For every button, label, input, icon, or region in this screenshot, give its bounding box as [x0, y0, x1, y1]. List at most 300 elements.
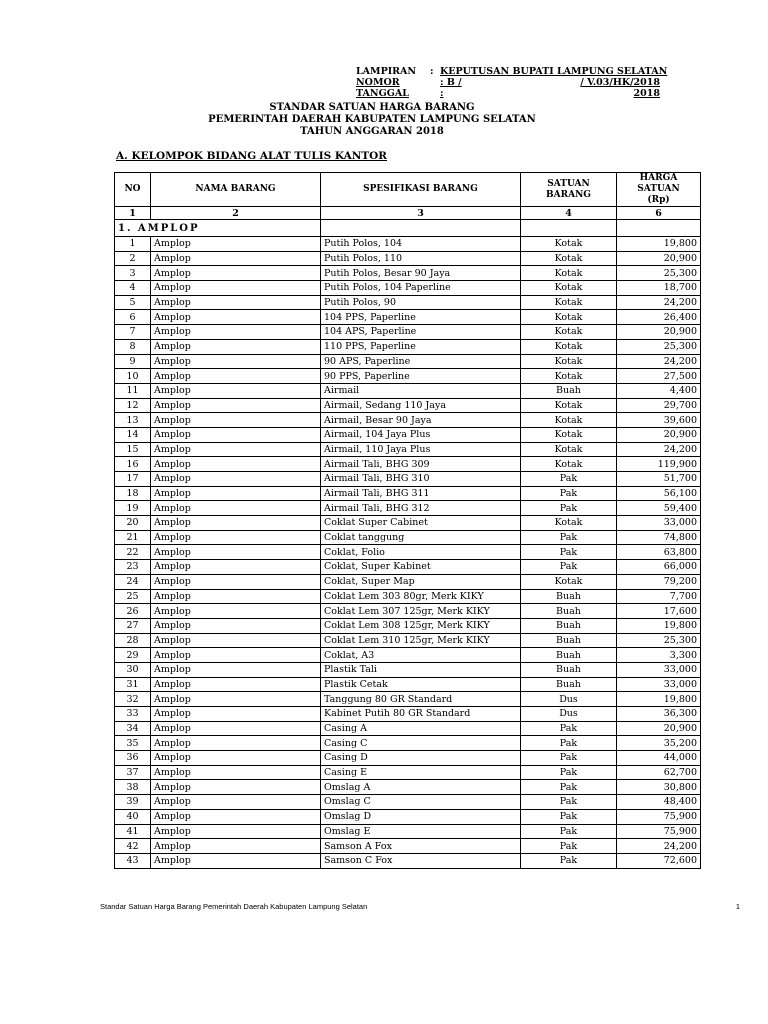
- cell-satuan: Pak: [521, 780, 617, 795]
- nomor-value: / V.03/HK/2018: [580, 77, 660, 88]
- cell-nama-barang: Amplop: [151, 589, 321, 604]
- cell-satuan: Pak: [521, 853, 617, 868]
- cell-satuan: Buah: [521, 662, 617, 677]
- table-row: [115, 251, 701, 266]
- cell-nama-barang: Amplop: [151, 751, 321, 766]
- cell-satuan: Kotak: [521, 251, 617, 266]
- table-row: [115, 516, 701, 531]
- cell-spesifikasi: Omslag D: [321, 809, 521, 824]
- table-row: [115, 369, 701, 384]
- column-number: 4: [521, 207, 617, 220]
- header-spesifikasi: SPESIFIKASI BARANG: [321, 173, 521, 207]
- table-row: [115, 472, 701, 487]
- cell-harga: 33,000: [617, 677, 701, 692]
- table-row: [115, 751, 701, 766]
- column-number: 3: [321, 207, 521, 220]
- table-row: [115, 633, 701, 648]
- table-body: [115, 237, 701, 869]
- cell-satuan: Kotak: [521, 237, 617, 252]
- cell-satuan: Pak: [521, 545, 617, 560]
- cell-spesifikasi: Casing D: [321, 751, 521, 766]
- cell-harga: 62,700: [617, 765, 701, 780]
- cell-nama-barang: Amplop: [151, 765, 321, 780]
- cell-spesifikasi: Airmail Tali, BHG 310: [321, 472, 521, 487]
- table-row: [115, 839, 701, 854]
- cell-nama-barang: Amplop: [151, 574, 321, 589]
- cell-nama-barang: Amplop: [151, 339, 321, 354]
- table-row: [115, 824, 701, 839]
- table-row: [115, 692, 701, 707]
- table-row: [115, 530, 701, 545]
- column-number: 1: [115, 207, 151, 220]
- cell-harga: 119,900: [617, 457, 701, 472]
- cell-no: 40: [115, 809, 151, 824]
- table-row: [115, 662, 701, 677]
- cell-satuan: Kotak: [521, 574, 617, 589]
- cell-nama-barang: Amplop: [151, 516, 321, 531]
- table-row: [115, 721, 701, 736]
- price-table: [114, 172, 701, 869]
- cell-no: 4: [115, 281, 151, 296]
- cell-satuan: Kotak: [521, 354, 617, 369]
- title-line-2: PEMERINTAH DAERAH KABUPATEN LAMPUNG SELATAN: [208, 114, 536, 125]
- cell-no: 2: [115, 251, 151, 266]
- table-row: [115, 237, 701, 252]
- cell-no: 36: [115, 751, 151, 766]
- cell-spesifikasi: Coklat Lem 307 125gr, Merk KIKY: [321, 604, 521, 619]
- cell-spesifikasi: Airmail: [321, 383, 521, 398]
- footer-text: Standar Satuan Harga Barang Pemerintah Daerah Kabupaten Lampung Selatan: [100, 902, 368, 911]
- cell-spesifikasi: Omslag E: [321, 824, 521, 839]
- cell-spesifikasi: Coklat, A3: [321, 648, 521, 663]
- table-row: [115, 442, 701, 457]
- cell-spesifikasi: Putih Polos, Besar 90 Jaya: [321, 266, 521, 281]
- cell-harga: 79,200: [617, 574, 701, 589]
- table-row: [115, 266, 701, 281]
- cell-spesifikasi: Airmail, 104 Jaya Plus: [321, 427, 521, 442]
- cell-spesifikasi: Samson C Fox: [321, 853, 521, 868]
- cell-satuan: Pak: [521, 809, 617, 824]
- cell-harga: 20,900: [617, 325, 701, 340]
- cell-nama-barang: Amplop: [151, 604, 321, 619]
- cell-no: 24: [115, 574, 151, 589]
- cell-spesifikasi: Airmail, Sedang 110 Jaya: [321, 398, 521, 413]
- cell-no: 13: [115, 413, 151, 428]
- header-satuan-line-2: BARANG: [546, 189, 591, 200]
- lampiran-sep: :: [430, 66, 434, 77]
- nomor-value-group: [440, 77, 660, 88]
- cell-harga: 26,400: [617, 310, 701, 325]
- column-number: 2: [151, 207, 321, 220]
- cell-satuan: Kotak: [521, 427, 617, 442]
- cell-spesifikasi: Putih Polos, 104 Paperline: [321, 281, 521, 296]
- cell-no: 32: [115, 692, 151, 707]
- cell-harga: 48,400: [617, 795, 701, 810]
- table-row: [115, 765, 701, 780]
- cell-satuan: Pak: [521, 839, 617, 854]
- cell-satuan: Kotak: [521, 266, 617, 281]
- cell-no: 1: [115, 237, 151, 252]
- column-number-row: [115, 207, 701, 220]
- cell-nama-barang: Amplop: [151, 457, 321, 472]
- group-label: 1. AMPLOP: [115, 220, 321, 237]
- cell-nama-barang: Amplop: [151, 266, 321, 281]
- cell-no: 27: [115, 618, 151, 633]
- tanggal-label: TANGGAL: [356, 88, 409, 99]
- cell-nama-barang: Amplop: [151, 325, 321, 340]
- cell-no: 15: [115, 442, 151, 457]
- cell-spesifikasi: Coklat, Super Map: [321, 574, 521, 589]
- cell-harga: 51,700: [617, 472, 701, 487]
- cell-nama-barang: Amplop: [151, 824, 321, 839]
- header-satuan: [521, 173, 617, 207]
- cell-nama-barang: Amplop: [151, 618, 321, 633]
- cell-harga: 24,200: [617, 442, 701, 457]
- cell-satuan: Kotak: [521, 413, 617, 428]
- cell-no: 14: [115, 427, 151, 442]
- cell-harga: 35,200: [617, 736, 701, 751]
- cell-nama-barang: Amplop: [151, 354, 321, 369]
- cell-spesifikasi: Putih Polos, 90: [321, 295, 521, 310]
- cell-nama-barang: Amplop: [151, 780, 321, 795]
- table-row: [115, 589, 701, 604]
- header-harga-line-3: (Rp): [647, 195, 670, 205]
- cell-harga: 33,000: [617, 662, 701, 677]
- lampiran-row: [356, 66, 676, 77]
- cell-satuan: Pak: [521, 751, 617, 766]
- table-row: [115, 457, 701, 472]
- cell-no: 21: [115, 530, 151, 545]
- table-row: [115, 281, 701, 296]
- cell-harga: 63,800: [617, 545, 701, 560]
- page-number: 1: [735, 902, 740, 911]
- cell-no: 39: [115, 795, 151, 810]
- cell-satuan: Buah: [521, 677, 617, 692]
- table-row: [115, 339, 701, 354]
- cell-satuan: Pak: [521, 765, 617, 780]
- cell-satuan: Kotak: [521, 398, 617, 413]
- cell-nama-barang: Amplop: [151, 560, 321, 575]
- lampiran-label: LAMPIRAN: [356, 66, 417, 77]
- table-row: [115, 648, 701, 663]
- cell-nama-barang: Amplop: [151, 736, 321, 751]
- nomor-label: NOMOR: [356, 77, 400, 88]
- cell-nama-barang: Amplop: [151, 795, 321, 810]
- cell-no: 37: [115, 765, 151, 780]
- cell-nama-barang: Amplop: [151, 442, 321, 457]
- cell-spesifikasi: 90 PPS, Paperline: [321, 369, 521, 384]
- cell-harga: 25,300: [617, 266, 701, 281]
- tanggal-value-group: [440, 88, 660, 99]
- cell-harga: 20,900: [617, 427, 701, 442]
- cell-no: 33: [115, 707, 151, 722]
- cell-harga: 72,600: [617, 853, 701, 868]
- title-line-1: STANDAR SATUAN HARGA BARANG: [269, 102, 475, 113]
- cell-harga: 75,900: [617, 824, 701, 839]
- cell-harga: 66,000: [617, 560, 701, 575]
- table-row: [115, 809, 701, 824]
- title-line-3: TAHUN ANGGARAN 2018: [300, 126, 444, 137]
- cell-spesifikasi: Putih Polos, 104: [321, 237, 521, 252]
- table-row: [115, 677, 701, 692]
- cell-nama-barang: Amplop: [151, 809, 321, 824]
- cell-spesifikasi: Kabinet Putih 80 GR Standard: [321, 707, 521, 722]
- cell-no: 10: [115, 369, 151, 384]
- cell-satuan: Pak: [521, 486, 617, 501]
- cell-no: 7: [115, 325, 151, 340]
- cell-no: 23: [115, 560, 151, 575]
- page-footer: [100, 902, 740, 911]
- cell-nama-barang: Amplop: [151, 545, 321, 560]
- cell-satuan: Pak: [521, 530, 617, 545]
- cell-no: 3: [115, 266, 151, 281]
- table-row: [115, 310, 701, 325]
- cell-no: 9: [115, 354, 151, 369]
- cell-harga: 18,700: [617, 281, 701, 296]
- cell-no: 8: [115, 339, 151, 354]
- nomor-row: [356, 77, 676, 88]
- cell-no: 19: [115, 501, 151, 516]
- cell-no: 18: [115, 486, 151, 501]
- cell-spesifikasi: Coklat tanggung: [321, 530, 521, 545]
- cell-harga: 17,600: [617, 604, 701, 619]
- cell-no: 16: [115, 457, 151, 472]
- cell-harga: 19,800: [617, 618, 701, 633]
- table-row: [115, 795, 701, 810]
- table-row: [115, 707, 701, 722]
- table-row: [115, 736, 701, 751]
- cell-no: 12: [115, 398, 151, 413]
- cell-spesifikasi: Airmail Tali, BHG 312: [321, 501, 521, 516]
- cell-no: 31: [115, 677, 151, 692]
- cell-spesifikasi: Airmail, Besar 90 Jaya: [321, 413, 521, 428]
- cell-harga: 56,100: [617, 486, 701, 501]
- column-number: 6: [617, 207, 701, 220]
- cell-nama-barang: Amplop: [151, 369, 321, 384]
- table-row: [115, 325, 701, 340]
- header-harga-line-2: SATUAN: [637, 184, 680, 194]
- table-row: [115, 486, 701, 501]
- cell-satuan: Kotak: [521, 281, 617, 296]
- cell-spesifikasi: 110 PPS, Paperline: [321, 339, 521, 354]
- table-row: [115, 574, 701, 589]
- cell-satuan: Pak: [521, 472, 617, 487]
- cell-spesifikasi: Casing E: [321, 765, 521, 780]
- cell-nama-barang: Amplop: [151, 721, 321, 736]
- cell-satuan: Buah: [521, 589, 617, 604]
- cell-no: 25: [115, 589, 151, 604]
- cell-satuan: Kotak: [521, 310, 617, 325]
- cell-satuan: Pak: [521, 501, 617, 516]
- header-no: NO: [115, 173, 151, 207]
- cell-satuan: Dus: [521, 692, 617, 707]
- cell-spesifikasi: Coklat, Folio: [321, 545, 521, 560]
- cell-no: 17: [115, 472, 151, 487]
- cell-nama-barang: Amplop: [151, 398, 321, 413]
- cell-no: 34: [115, 721, 151, 736]
- cell-nama-barang: Amplop: [151, 677, 321, 692]
- cell-nama-barang: Amplop: [151, 310, 321, 325]
- cell-nama-barang: Amplop: [151, 707, 321, 722]
- table-row: [115, 295, 701, 310]
- cell-no: 20: [115, 516, 151, 531]
- cell-no: 26: [115, 604, 151, 619]
- cell-satuan: Kotak: [521, 295, 617, 310]
- cell-harga: 7,700: [617, 589, 701, 604]
- table-row: [115, 398, 701, 413]
- cell-nama-barang: Amplop: [151, 530, 321, 545]
- table-row: [115, 780, 701, 795]
- table-row: [115, 383, 701, 398]
- cell-nama-barang: Amplop: [151, 383, 321, 398]
- cell-harga: 25,300: [617, 633, 701, 648]
- cell-no: 41: [115, 824, 151, 839]
- cell-spesifikasi: Airmail Tali, BHG 309: [321, 457, 521, 472]
- cell-no: 29: [115, 648, 151, 663]
- cell-satuan: Buah: [521, 604, 617, 619]
- cell-spesifikasi: 104 PPS, Paperline: [321, 310, 521, 325]
- cell-harga: 24,200: [617, 354, 701, 369]
- table-row: [115, 354, 701, 369]
- cell-satuan: Kotak: [521, 442, 617, 457]
- cell-harga: 36,300: [617, 707, 701, 722]
- cell-satuan: Kotak: [521, 369, 617, 384]
- cell-nama-barang: Amplop: [151, 853, 321, 868]
- cell-satuan: Pak: [521, 795, 617, 810]
- cell-spesifikasi: Coklat, Super Kabinet: [321, 560, 521, 575]
- cell-harga: 4,400: [617, 383, 701, 398]
- cell-nama-barang: Amplop: [151, 648, 321, 663]
- cell-satuan: Pak: [521, 824, 617, 839]
- cell-harga: 24,200: [617, 295, 701, 310]
- cell-spesifikasi: Samson A Fox: [321, 839, 521, 854]
- cell-spesifikasi: Airmail, 110 Jaya Plus: [321, 442, 521, 457]
- cell-harga: 3,300: [617, 648, 701, 663]
- header-harga-line-1: HARGA: [639, 173, 678, 183]
- cell-spesifikasi: Omslag A: [321, 780, 521, 795]
- cell-harga: 75,900: [617, 809, 701, 824]
- cell-nama-barang: Amplop: [151, 472, 321, 487]
- cell-spesifikasi: Putih Polos, 110: [321, 251, 521, 266]
- cell-no: 6: [115, 310, 151, 325]
- cell-satuan: Buah: [521, 383, 617, 398]
- table-header-row: [115, 173, 701, 207]
- tanggal-row: [356, 88, 676, 99]
- table-row: [115, 618, 701, 633]
- cell-no: 35: [115, 736, 151, 751]
- cell-no: 22: [115, 545, 151, 560]
- header-nama-barang: NAMA BARANG: [151, 173, 321, 207]
- cell-no: 5: [115, 295, 151, 310]
- cell-harga: 29,700: [617, 398, 701, 413]
- cell-nama-barang: Amplop: [151, 839, 321, 854]
- cell-no: 28: [115, 633, 151, 648]
- cell-harga: 44,000: [617, 751, 701, 766]
- cell-harga: 19,800: [617, 237, 701, 252]
- cell-spesifikasi: Coklat Super Cabinet: [321, 516, 521, 531]
- table-row: [115, 560, 701, 575]
- cell-no: 11: [115, 383, 151, 398]
- cell-harga: 33,000: [617, 516, 701, 531]
- cell-satuan: Pak: [521, 560, 617, 575]
- tanggal-value: 2018: [633, 88, 660, 99]
- cell-harga: 30,800: [617, 780, 701, 795]
- cell-spesifikasi: Coklat Lem 303 80gr, Merk KIKY: [321, 589, 521, 604]
- cell-satuan: Kotak: [521, 325, 617, 340]
- table-row: [115, 604, 701, 619]
- lampiran-block: [356, 66, 676, 99]
- cell-harga: 74,800: [617, 530, 701, 545]
- section-heading: A. KELOMPOK BIDANG ALAT TULIS KANTOR: [116, 150, 388, 162]
- lampiran-value: KEPUTUSAN BUPATI LAMPUNG SELATAN: [440, 66, 668, 77]
- table-row: [115, 853, 701, 868]
- cell-spesifikasi: Casing C: [321, 736, 521, 751]
- table-row: [115, 427, 701, 442]
- cell-nama-barang: Amplop: [151, 486, 321, 501]
- cell-spesifikasi: Omslag C: [321, 795, 521, 810]
- cell-spesifikasi: Coklat Lem 310 125gr, Merk KIKY: [321, 633, 521, 648]
- cell-harga: 24,200: [617, 839, 701, 854]
- cell-nama-barang: Amplop: [151, 692, 321, 707]
- cell-nama-barang: Amplop: [151, 281, 321, 296]
- cell-nama-barang: Amplop: [151, 413, 321, 428]
- cell-nama-barang: Amplop: [151, 501, 321, 516]
- cell-nama-barang: Amplop: [151, 237, 321, 252]
- table-row: [115, 501, 701, 516]
- cell-nama-barang: Amplop: [151, 662, 321, 677]
- cell-harga: 39,600: [617, 413, 701, 428]
- cell-harga: 25,300: [617, 339, 701, 354]
- header-harga: [617, 173, 701, 207]
- cell-spesifikasi: Airmail Tali, BHG 311: [321, 486, 521, 501]
- cell-satuan: Buah: [521, 633, 617, 648]
- cell-nama-barang: Amplop: [151, 251, 321, 266]
- cell-no: 38: [115, 780, 151, 795]
- table-row: [115, 545, 701, 560]
- cell-harga: 59,400: [617, 501, 701, 516]
- tanggal-sep: :: [440, 88, 444, 99]
- cell-nama-barang: Amplop: [151, 633, 321, 648]
- header-satuan-line-1: SATUAN: [547, 178, 590, 189]
- cell-satuan: Buah: [521, 648, 617, 663]
- cell-spesifikasi: 90 APS, Paperline: [321, 354, 521, 369]
- document-titles: [100, 102, 644, 138]
- cell-satuan: Kotak: [521, 457, 617, 472]
- cell-spesifikasi: Coklat Lem 308 125gr, Merk KIKY: [321, 618, 521, 633]
- cell-nama-barang: Amplop: [151, 295, 321, 310]
- cell-spesifikasi: Plastik Cetak: [321, 677, 521, 692]
- cell-harga: 27,500: [617, 369, 701, 384]
- cell-satuan: Kotak: [521, 339, 617, 354]
- cell-no: 30: [115, 662, 151, 677]
- group-row: [115, 220, 701, 237]
- table-row: [115, 413, 701, 428]
- cell-satuan: Dus: [521, 707, 617, 722]
- cell-spesifikasi: Casing A: [321, 721, 521, 736]
- cell-harga: 19,800: [617, 692, 701, 707]
- cell-satuan: Buah: [521, 618, 617, 633]
- cell-harga: 20,900: [617, 251, 701, 266]
- cell-no: 42: [115, 839, 151, 854]
- cell-no: 43: [115, 853, 151, 868]
- cell-satuan: Pak: [521, 736, 617, 751]
- cell-satuan: Pak: [521, 721, 617, 736]
- cell-nama-barang: Amplop: [151, 427, 321, 442]
- cell-spesifikasi: Tanggung 80 GR Standard: [321, 692, 521, 707]
- cell-satuan: Kotak: [521, 516, 617, 531]
- nomor-sep: : B /: [440, 77, 462, 88]
- cell-harga: 20,900: [617, 721, 701, 736]
